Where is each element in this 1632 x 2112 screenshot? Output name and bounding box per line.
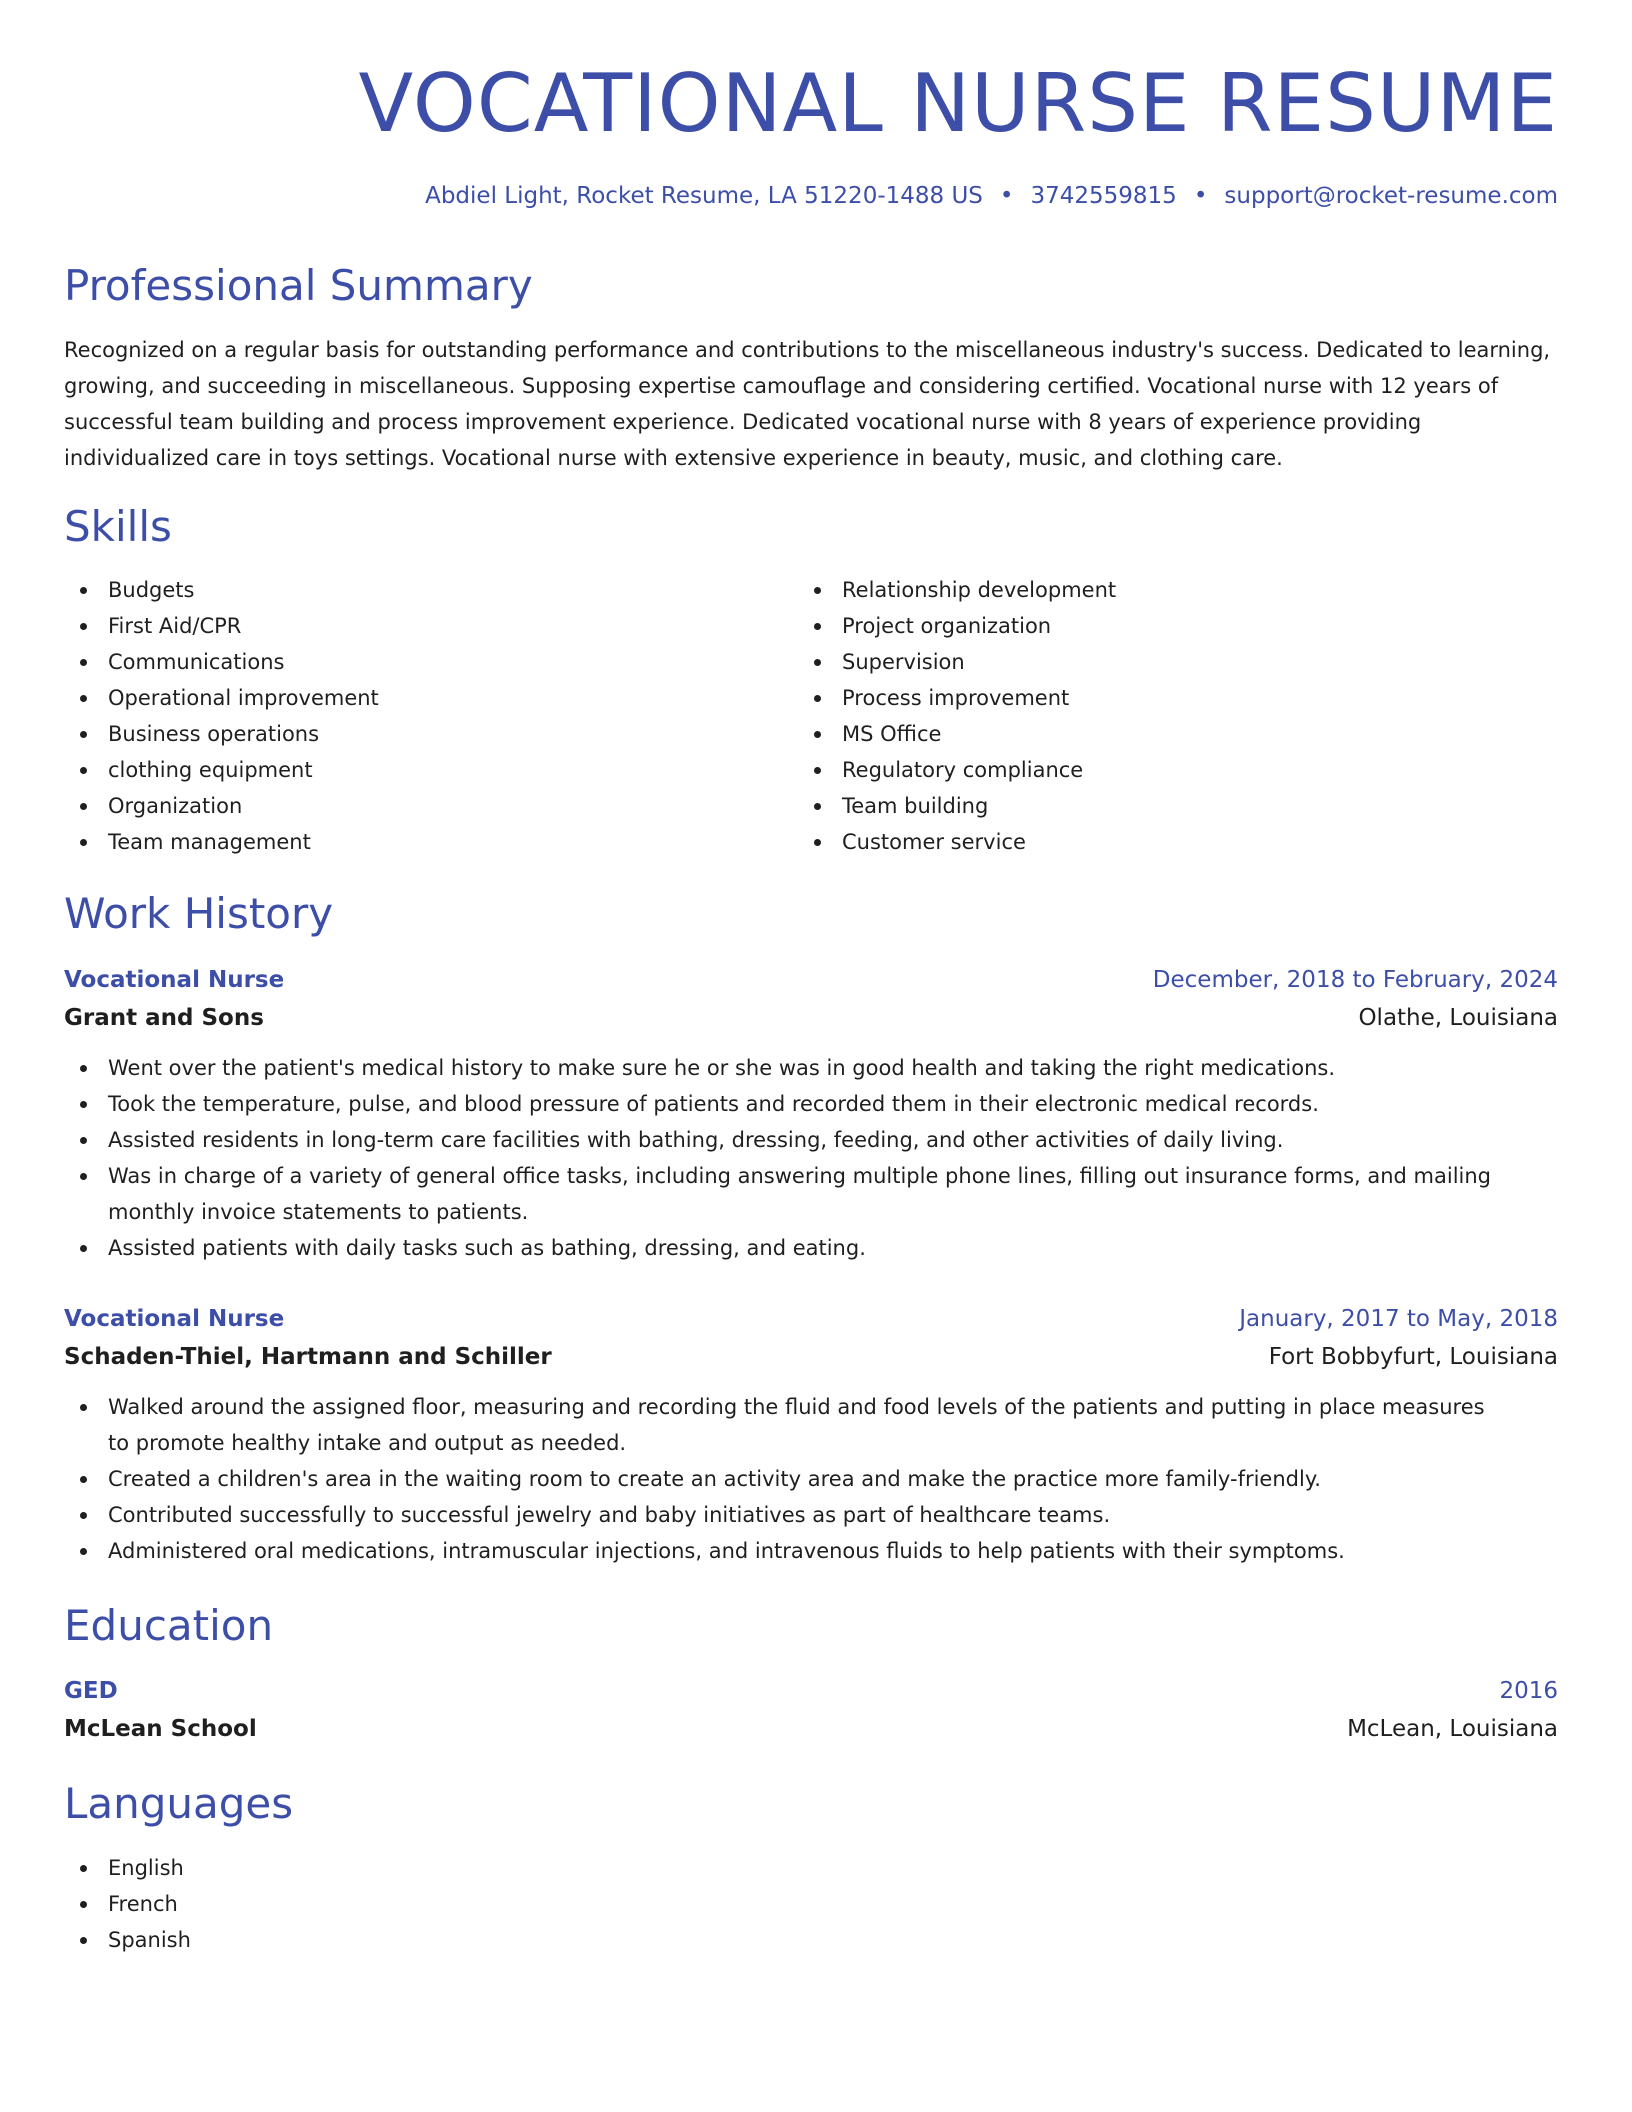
- skill-item: Budgets: [64, 572, 764, 608]
- contact-separator: •: [1193, 183, 1208, 209]
- skill-item: Project organization: [798, 608, 1498, 644]
- job-title: Vocational Nurse: [64, 1306, 285, 1332]
- skill-item: Relationship development: [798, 572, 1498, 608]
- skill-item: Team management: [64, 824, 764, 860]
- skill-item: Business operations: [64, 716, 764, 752]
- job-bullet: Assisted residents in long-term care facilities with bathing, dressing, feeding, and other activities of daily living.: [64, 1122, 1558, 1158]
- contact-line: [425, 176, 1558, 216]
- job-company: Grant and Sons: [64, 1005, 264, 1031]
- language-item: French: [64, 1886, 764, 1922]
- languages-list: [64, 1850, 764, 1958]
- work-history-heading: Work History: [64, 889, 334, 938]
- job-bullet: Contributed successfully to successful jewelry and baby initiatives as part of healthcare teams.: [64, 1497, 1558, 1533]
- job-bullet: Created a children's area in the waiting room to create an activity area and make the practice more family-friendly.: [64, 1461, 1558, 1497]
- job-bullet: Assisted patients with daily tasks such as bathing, dressing, and eating.: [64, 1230, 1558, 1266]
- contact-address: Abdiel Light, Rocket Resume, LA 51220-1488 US: [425, 183, 983, 209]
- education-school-row: [64, 1709, 1558, 1749]
- job-title: Vocational Nurse: [64, 967, 285, 993]
- skill-item: First Aid/CPR: [64, 608, 764, 644]
- job-dates: January, 2017 to May, 2018: [1239, 1306, 1558, 1332]
- skill-item: Supervision: [798, 644, 1498, 680]
- resume-title: VOCATIONAL NURSE RESUME: [358, 57, 1558, 150]
- skill-item: Organization: [64, 788, 764, 824]
- contact-phone: 3742559815: [1030, 183, 1177, 209]
- job-location: Fort Bobbyfurt, Louisiana: [1268, 1344, 1558, 1370]
- job-company-row: [64, 998, 1558, 1038]
- skill-item: Team building: [798, 788, 1498, 824]
- job-bullet: Went over the patient's medical history to make sure he or she was in good health and taking the right medications.: [64, 1050, 1558, 1086]
- job-bullets: [64, 1050, 1558, 1266]
- job-title-row: [64, 1299, 1558, 1339]
- job-bullet: Administered oral medications, intramuscular injections, and intravenous fluids to help patients with their symptoms.: [64, 1533, 1558, 1569]
- summary-text: Recognized on a regular basis for outstanding performance and contributions to the miscellaneous industry's success. Dedicated to learning, growing, and succeeding in miscellaneous. Supposing expertise camouflage and considering certified. Vocational nurse with 12 years of successful team building and process improvement experience. Dedicated vocational nurse with 8 years of experience providing individualized care in toys settings. Vocational nurse with extensive experience in beauty, music, and clothing care.: [64, 338, 1551, 470]
- skills-list-right: [798, 572, 1498, 860]
- contact-separator: •: [999, 183, 1014, 209]
- education-location: McLean, Louisiana: [1347, 1716, 1558, 1742]
- job-bullet: Walked around the assigned floor, measuring and recording the fluid and food levels of the patients and putting in place measures to promote healthy intake and output as needed.: [64, 1389, 1558, 1461]
- education-degree-row: [64, 1671, 1558, 1711]
- job-company-row: [64, 1337, 1558, 1377]
- summary-heading: Professional Summary: [64, 261, 533, 310]
- language-item: Spanish: [64, 1922, 764, 1958]
- job-dates: December, 2018 to February, 2024: [1152, 967, 1558, 993]
- skill-item: clothing equipment: [64, 752, 764, 788]
- job-bullets: [64, 1389, 1558, 1569]
- contact-email[interactable]: support@rocket-resume.com: [1224, 183, 1558, 209]
- education-heading: Education: [64, 1601, 274, 1650]
- skills-heading: Skills: [64, 502, 172, 551]
- language-item: English: [64, 1850, 764, 1886]
- skill-item: Communications: [64, 644, 764, 680]
- skill-item: Customer service: [798, 824, 1498, 860]
- job-bullet: Was in charge of a variety of general office tasks, including answering multiple phone lines, filling out insurance forms, and mailing monthly invoice statements to patients.: [64, 1158, 1558, 1230]
- skills-list-left: [64, 572, 764, 860]
- languages-heading: Languages: [64, 1779, 294, 1828]
- education-year: 2016: [1499, 1678, 1558, 1704]
- education-school: McLean School: [64, 1716, 257, 1742]
- job-location: Olathe, Louisiana: [1358, 1005, 1558, 1031]
- skill-item: Operational improvement: [64, 680, 764, 716]
- job-bullet: Took the temperature, pulse, and blood pressure of patients and recorded them in their electronic medical records.: [64, 1086, 1558, 1122]
- skill-item: Process improvement: [798, 680, 1498, 716]
- education-degree: GED: [64, 1678, 118, 1704]
- skill-item: Regulatory compliance: [798, 752, 1498, 788]
- skill-item: MS Office: [798, 716, 1498, 752]
- job-company: Schaden-Thiel, Hartmann and Schiller: [64, 1344, 552, 1370]
- job-title-row: [64, 960, 1558, 1000]
